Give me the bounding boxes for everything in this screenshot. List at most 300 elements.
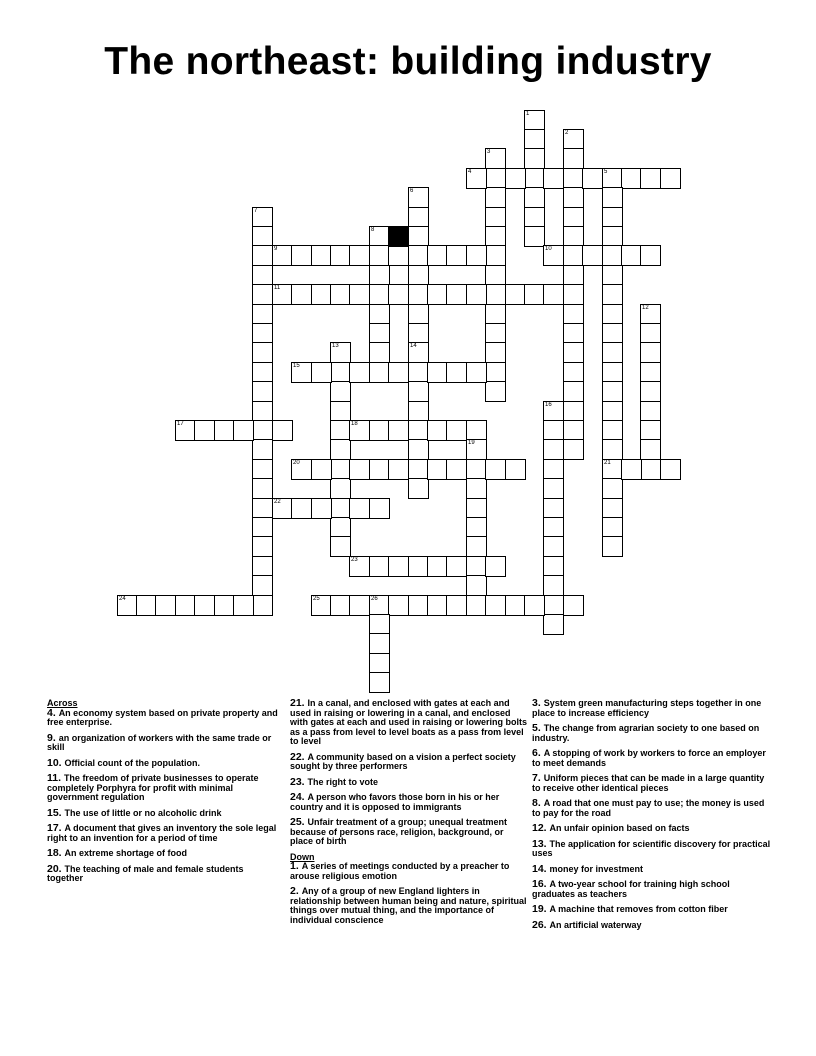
grid-cell[interactable] xyxy=(330,459,351,480)
grid-cell[interactable] xyxy=(543,517,564,538)
grid-cell[interactable] xyxy=(640,245,661,266)
grid-cell[interactable] xyxy=(543,556,564,577)
grid-cell[interactable] xyxy=(563,245,584,266)
clue-number: 24 xyxy=(119,596,126,602)
clue-text: A road that one must pay to use; the money is used to pay for the road xyxy=(532,798,765,818)
grid-cell[interactable] xyxy=(563,284,584,305)
grid-cell[interactable] xyxy=(330,362,351,383)
clue-text: The teaching of male and female students together xyxy=(47,863,244,883)
grid-cell[interactable] xyxy=(602,342,623,363)
clue-number: 22 xyxy=(274,499,281,505)
grid-cell[interactable] xyxy=(563,226,584,247)
grid-cell[interactable] xyxy=(252,420,273,441)
grid-cell[interactable] xyxy=(408,459,429,480)
grid-cell[interactable] xyxy=(175,420,196,441)
grid-cell[interactable] xyxy=(543,459,564,480)
grid-cell[interactable] xyxy=(602,536,623,557)
grid-cell[interactable] xyxy=(543,478,564,499)
grid-cell[interactable] xyxy=(252,342,273,363)
grid-cell[interactable] xyxy=(660,459,681,480)
grid-cell[interactable] xyxy=(388,420,409,441)
grid-cell[interactable] xyxy=(330,245,351,266)
grid-cell[interactable] xyxy=(330,401,351,422)
grid-cell[interactable] xyxy=(543,575,564,596)
across-clue xyxy=(47,756,279,769)
grid-cell[interactable] xyxy=(369,672,390,693)
grid-cell[interactable] xyxy=(311,459,332,480)
grid-cell[interactable] xyxy=(349,245,370,266)
grid-cell[interactable] xyxy=(485,226,506,247)
grid-cell[interactable] xyxy=(485,304,506,325)
grid-cell[interactable] xyxy=(466,168,487,189)
grid-cell[interactable] xyxy=(252,498,273,519)
grid-cell[interactable] xyxy=(252,536,273,557)
across-clue xyxy=(290,793,528,812)
grid-cell[interactable] xyxy=(446,362,467,383)
grid-cell[interactable] xyxy=(155,595,176,616)
grid-cell[interactable] xyxy=(408,381,429,402)
across-heading: Across xyxy=(47,698,78,708)
grid-cell[interactable] xyxy=(408,342,429,363)
grid-cell[interactable] xyxy=(427,284,448,305)
clue-number: 11 xyxy=(274,285,281,291)
clues-column-2 xyxy=(290,699,528,931)
grid-cell[interactable] xyxy=(272,498,293,519)
grid-cell[interactable] xyxy=(252,459,273,480)
grid-cell[interactable] xyxy=(602,304,623,325)
clue-text: Any of a group of new England lighters in relationship between human being and nature, spiritual things over mutual thing, and the importance of individual conscience xyxy=(290,886,527,925)
grid-cell[interactable] xyxy=(369,595,390,616)
grid-cell[interactable] xyxy=(408,226,429,247)
grid-cell[interactable] xyxy=(369,304,390,325)
grid-cell[interactable] xyxy=(252,362,273,383)
grid-cell[interactable] xyxy=(252,304,273,325)
grid-cell[interactable] xyxy=(272,284,293,305)
grid-cell[interactable] xyxy=(466,284,487,305)
grid-cell[interactable] xyxy=(252,556,273,577)
clue-label: 11. xyxy=(47,772,64,784)
grid-cell[interactable] xyxy=(117,595,138,616)
down-clue xyxy=(532,774,772,793)
grid-cell[interactable] xyxy=(194,595,215,616)
across-clue xyxy=(290,775,528,788)
grid-cell[interactable] xyxy=(524,148,545,169)
grid-cell[interactable] xyxy=(330,342,351,363)
grid-cell[interactable] xyxy=(311,362,332,383)
grid-cell[interactable] xyxy=(602,226,623,247)
grid-cell[interactable] xyxy=(563,362,584,383)
clue-label: 10. xyxy=(47,756,65,769)
grid-cell[interactable] xyxy=(408,304,429,325)
grid-cell[interactable] xyxy=(311,498,332,519)
grid-cell[interactable] xyxy=(427,420,448,441)
grid-cell[interactable] xyxy=(543,498,564,519)
clue-text: Uniform pieces that can be made in a large quantity to receive other identical pieces xyxy=(532,773,765,793)
grid-cell[interactable] xyxy=(388,284,409,305)
grid-cell[interactable] xyxy=(330,420,351,441)
grid-cell[interactable] xyxy=(602,265,623,286)
across-clue xyxy=(47,774,279,803)
grid-cell[interactable] xyxy=(252,323,273,344)
grid-cell[interactable] xyxy=(408,439,429,460)
puzzle-title: The northeast: building industry xyxy=(104,40,712,83)
grid-cell[interactable] xyxy=(408,265,429,286)
grid-cell[interactable] xyxy=(252,265,273,286)
grid-cell[interactable] xyxy=(349,284,370,305)
grid-cell[interactable] xyxy=(175,595,196,616)
grid-cell[interactable] xyxy=(408,245,429,266)
grid-cell[interactable] xyxy=(369,362,390,383)
grid-cell[interactable] xyxy=(330,498,351,519)
grid-cell[interactable] xyxy=(408,420,429,441)
grid-cell[interactable] xyxy=(602,381,623,402)
grid-cell[interactable] xyxy=(640,342,661,363)
grid-cell[interactable] xyxy=(446,459,467,480)
grid-cell[interactable] xyxy=(349,498,370,519)
grid-cell[interactable] xyxy=(466,459,487,480)
grid-cell[interactable] xyxy=(485,207,506,228)
grid-cell[interactable] xyxy=(563,207,584,228)
grid-cell[interactable] xyxy=(524,595,545,616)
grid-cell[interactable] xyxy=(369,556,390,577)
grid-cell[interactable] xyxy=(466,478,487,499)
grid-cell[interactable] xyxy=(252,207,273,228)
grid-cell[interactable] xyxy=(602,401,623,422)
grid-cell[interactable] xyxy=(563,342,584,363)
grid-cell[interactable] xyxy=(311,595,332,616)
clue-label: 1. xyxy=(290,860,302,872)
grid-cell[interactable] xyxy=(524,187,545,208)
grid-cell[interactable] xyxy=(194,420,215,441)
grid-cell[interactable] xyxy=(640,401,661,422)
grid-cell[interactable] xyxy=(505,459,526,480)
grid-cell[interactable] xyxy=(272,245,293,266)
grid-cell[interactable] xyxy=(349,459,370,480)
grid-cell[interactable] xyxy=(563,420,584,441)
clue-number: 4 xyxy=(468,169,472,175)
grid-cell[interactable] xyxy=(563,129,584,150)
grid-cell[interactable] xyxy=(602,498,623,519)
clue-label: 14. xyxy=(532,862,550,875)
clue-label: 9. xyxy=(47,731,59,744)
clue-label: 15. xyxy=(47,806,65,819)
grid-cell[interactable] xyxy=(330,439,351,460)
grid-cell[interactable] xyxy=(349,420,370,441)
down-heading: Down xyxy=(290,851,315,862)
grid-cell[interactable] xyxy=(524,110,545,131)
grid-cell[interactable] xyxy=(563,595,584,616)
grid-cell[interactable] xyxy=(543,420,564,441)
grid-cell[interactable] xyxy=(621,245,642,266)
across-clue xyxy=(290,750,528,772)
grid-cell[interactable] xyxy=(543,284,564,305)
down-clue xyxy=(532,905,772,915)
grid-cell[interactable] xyxy=(252,284,273,305)
grid-cell[interactable] xyxy=(291,362,312,383)
grid-cell[interactable] xyxy=(446,245,467,266)
across-clue xyxy=(47,824,279,843)
grid-cell[interactable] xyxy=(427,245,448,266)
grid-cell[interactable] xyxy=(252,439,273,460)
clue-number: 19 xyxy=(468,440,475,446)
grid-cell[interactable] xyxy=(252,517,273,538)
grid-cell[interactable] xyxy=(602,478,623,499)
clue-number: 8 xyxy=(371,227,375,233)
across-clue xyxy=(47,806,279,819)
grid-cell[interactable] xyxy=(602,245,623,266)
grid-cell[interactable] xyxy=(602,420,623,441)
down-clue xyxy=(290,887,528,925)
grid-cell[interactable] xyxy=(330,595,351,616)
clue-label: 6. xyxy=(532,747,544,759)
grid-cell[interactable] xyxy=(291,459,312,480)
grid-cell[interactable] xyxy=(408,556,429,577)
grid-cell[interactable] xyxy=(446,556,467,577)
grid-cell[interactable] xyxy=(330,517,351,538)
grid-cell[interactable] xyxy=(466,517,487,538)
grid-cell[interactable] xyxy=(563,265,584,286)
grid-cell[interactable] xyxy=(369,342,390,363)
grid-cell[interactable] xyxy=(349,595,370,616)
clue-text: an organization of workers with the same trade or skill xyxy=(47,732,272,752)
grid-cell[interactable] xyxy=(505,168,526,189)
grid-cell[interactable] xyxy=(408,401,429,422)
grid-cell[interactable] xyxy=(291,284,312,305)
grid-cell[interactable] xyxy=(214,595,235,616)
grid-cell[interactable] xyxy=(563,323,584,344)
grid-cell[interactable] xyxy=(408,207,429,228)
grid-cell[interactable] xyxy=(485,148,506,169)
clue-text: A document that gives an inventory the sole legal right to an invention for a period of time xyxy=(47,823,277,843)
grid-cell[interactable] xyxy=(602,207,623,228)
grid-cell[interactable] xyxy=(543,168,564,189)
grid-cell[interactable] xyxy=(427,595,448,616)
grid-cell[interactable] xyxy=(388,556,409,577)
grid-cell[interactable] xyxy=(466,536,487,557)
clue-label: 16. xyxy=(532,878,550,890)
grid-cell[interactable] xyxy=(427,362,448,383)
grid-cell[interactable] xyxy=(582,245,603,266)
grid-cell[interactable] xyxy=(543,401,564,422)
grid-cell[interactable] xyxy=(369,226,390,247)
grid-cell[interactable] xyxy=(252,226,273,247)
grid-cell[interactable] xyxy=(233,595,254,616)
grid-cell[interactable] xyxy=(660,168,681,189)
grid-cell[interactable] xyxy=(214,420,235,441)
grid-cell[interactable] xyxy=(291,245,312,266)
clue-number: 2 xyxy=(565,130,569,136)
grid-cell[interactable] xyxy=(485,323,506,344)
grid-cell[interactable] xyxy=(466,439,487,460)
clue-text: Unfair treatment of a group; unequal treatment because of persons race, religion, background, or place of birth xyxy=(290,817,508,846)
grid-cell[interactable] xyxy=(543,245,564,266)
grid-cell[interactable] xyxy=(252,595,273,616)
grid-cell[interactable] xyxy=(330,478,351,499)
black-cell xyxy=(388,226,409,247)
grid-cell[interactable] xyxy=(466,575,487,596)
grid-cell[interactable] xyxy=(408,478,429,499)
grid-cell[interactable] xyxy=(369,245,390,266)
grid-cell[interactable] xyxy=(563,401,584,422)
grid-cell[interactable] xyxy=(485,342,506,363)
grid-cell[interactable] xyxy=(582,168,603,189)
down-clue xyxy=(532,862,772,875)
across-clue xyxy=(290,818,528,847)
grid-cell[interactable] xyxy=(563,187,584,208)
grid-cell[interactable] xyxy=(621,168,642,189)
across-clue xyxy=(47,862,279,884)
grid-cell[interactable] xyxy=(485,168,506,189)
grid-cell[interactable] xyxy=(485,595,506,616)
grid-cell[interactable] xyxy=(543,439,564,460)
clue-number: 21 xyxy=(604,460,611,466)
grid-cell[interactable] xyxy=(369,653,390,674)
grid-cell[interactable] xyxy=(466,362,487,383)
grid-cell[interactable] xyxy=(485,284,506,305)
grid-cell[interactable] xyxy=(408,323,429,344)
grid-cell[interactable] xyxy=(291,498,312,519)
grid-cell[interactable] xyxy=(349,362,370,383)
grid-cell[interactable] xyxy=(272,420,293,441)
grid-cell[interactable] xyxy=(505,284,526,305)
grid-cell[interactable] xyxy=(252,401,273,422)
grid-cell[interactable] xyxy=(485,556,506,577)
grid-cell[interactable] xyxy=(524,226,545,247)
grid-cell[interactable] xyxy=(640,323,661,344)
grid-cell[interactable] xyxy=(602,187,623,208)
grid-cell[interactable] xyxy=(252,575,273,596)
clue-text: The freedom of private businesses to operate completely Porphyra for profit with minimal government regulation xyxy=(47,773,259,802)
grid-cell[interactable] xyxy=(369,459,390,480)
grid-cell[interactable] xyxy=(543,595,564,616)
grid-cell[interactable] xyxy=(640,439,661,460)
down-clue xyxy=(532,824,772,834)
clue-text: Official count of the population. xyxy=(64,757,201,768)
grid-cell[interactable] xyxy=(252,245,273,266)
grid-cell[interactable] xyxy=(369,323,390,344)
grid-cell[interactable] xyxy=(640,420,661,441)
grid-cell[interactable] xyxy=(563,381,584,402)
grid-cell[interactable] xyxy=(408,187,429,208)
grid-cell[interactable] xyxy=(349,556,370,577)
clue-label: 3. xyxy=(532,697,544,709)
clue-number: 6 xyxy=(410,188,414,194)
clue-text: The right to vote xyxy=(307,776,379,787)
grid-cell[interactable] xyxy=(524,168,545,189)
grid-cell[interactable] xyxy=(388,459,409,480)
grid-cell[interactable] xyxy=(369,614,390,635)
grid-cell[interactable] xyxy=(524,284,545,305)
grid-cell[interactable] xyxy=(602,517,623,538)
grid-cell[interactable] xyxy=(466,556,487,577)
grid-cell[interactable] xyxy=(485,245,506,266)
grid-cell[interactable] xyxy=(640,381,661,402)
grid-cell[interactable] xyxy=(563,168,584,189)
grid-cell[interactable] xyxy=(485,459,506,480)
grid-cell[interactable] xyxy=(369,633,390,654)
grid-cell[interactable] xyxy=(563,439,584,460)
grid-cell[interactable] xyxy=(524,129,545,150)
grid-cell[interactable] xyxy=(485,187,506,208)
clue-label: 21. xyxy=(290,697,308,709)
grid-cell[interactable] xyxy=(640,168,661,189)
clue-number: 12 xyxy=(642,305,649,311)
grid-cell[interactable] xyxy=(563,304,584,325)
grid-cell[interactable] xyxy=(427,556,448,577)
grid-cell[interactable] xyxy=(369,498,390,519)
grid-cell[interactable] xyxy=(330,381,351,402)
clue-label: 8. xyxy=(532,797,544,809)
down-clue xyxy=(532,837,772,859)
grid-cell[interactable] xyxy=(602,168,623,189)
grid-cell[interactable] xyxy=(330,536,351,557)
grid-cell[interactable] xyxy=(563,148,584,169)
grid-cell[interactable] xyxy=(388,595,409,616)
clue-number: 13 xyxy=(332,343,339,349)
grid-cell[interactable] xyxy=(136,595,157,616)
clue-text: An unfair opinion based on facts xyxy=(549,823,690,833)
clue-text: A person who favors those born in his or her country and it is opposed to immigrants xyxy=(290,792,500,812)
grid-cell[interactable] xyxy=(466,420,487,441)
grid-cell[interactable] xyxy=(446,284,467,305)
grid-cell[interactable] xyxy=(369,284,390,305)
grid-cell[interactable] xyxy=(602,323,623,344)
grid-cell[interactable] xyxy=(408,284,429,305)
grid-cell[interactable] xyxy=(543,614,564,635)
grid-cell[interactable] xyxy=(485,362,506,383)
grid-cell[interactable] xyxy=(505,595,526,616)
grid-cell[interactable] xyxy=(524,207,545,228)
grid-cell[interactable] xyxy=(640,459,661,480)
grid-cell[interactable] xyxy=(485,381,506,402)
grid-cell[interactable] xyxy=(446,595,467,616)
grid-cell[interactable] xyxy=(602,284,623,305)
grid-cell[interactable] xyxy=(640,304,661,325)
grid-cell[interactable] xyxy=(369,265,390,286)
grid-cell[interactable] xyxy=(369,420,390,441)
clue-number: 7 xyxy=(254,208,258,214)
grid-cell[interactable] xyxy=(621,459,642,480)
grid-cell[interactable] xyxy=(485,265,506,286)
grid-cell[interactable] xyxy=(233,420,254,441)
grid-cell[interactable] xyxy=(466,595,487,616)
grid-cell[interactable] xyxy=(427,459,448,480)
grid-cell[interactable] xyxy=(543,536,564,557)
grid-cell[interactable] xyxy=(388,362,409,383)
grid-cell[interactable] xyxy=(311,245,332,266)
grid-cell[interactable] xyxy=(602,459,623,480)
grid-cell[interactable] xyxy=(602,362,623,383)
grid-cell[interactable] xyxy=(446,420,467,441)
grid-cell[interactable] xyxy=(466,245,487,266)
grid-cell[interactable] xyxy=(408,595,429,616)
clue-number: 1 xyxy=(526,111,530,117)
clue-text: A series of meetings conducted by a preacher to arouse religious emotion xyxy=(290,861,510,881)
grid-cell[interactable] xyxy=(311,284,332,305)
clue-label: 19. xyxy=(532,903,550,915)
clue-text: money for investment xyxy=(549,863,644,874)
down-clue xyxy=(290,862,528,881)
grid-cell[interactable] xyxy=(408,362,429,383)
grid-cell[interactable] xyxy=(602,439,623,460)
grid-cell[interactable] xyxy=(330,284,351,305)
grid-cell[interactable] xyxy=(466,498,487,519)
grid-cell[interactable] xyxy=(388,245,409,266)
grid-cell[interactable] xyxy=(252,478,273,499)
grid-cell[interactable] xyxy=(252,381,273,402)
grid-cell[interactable] xyxy=(640,362,661,383)
clue-number: 25 xyxy=(313,596,320,602)
